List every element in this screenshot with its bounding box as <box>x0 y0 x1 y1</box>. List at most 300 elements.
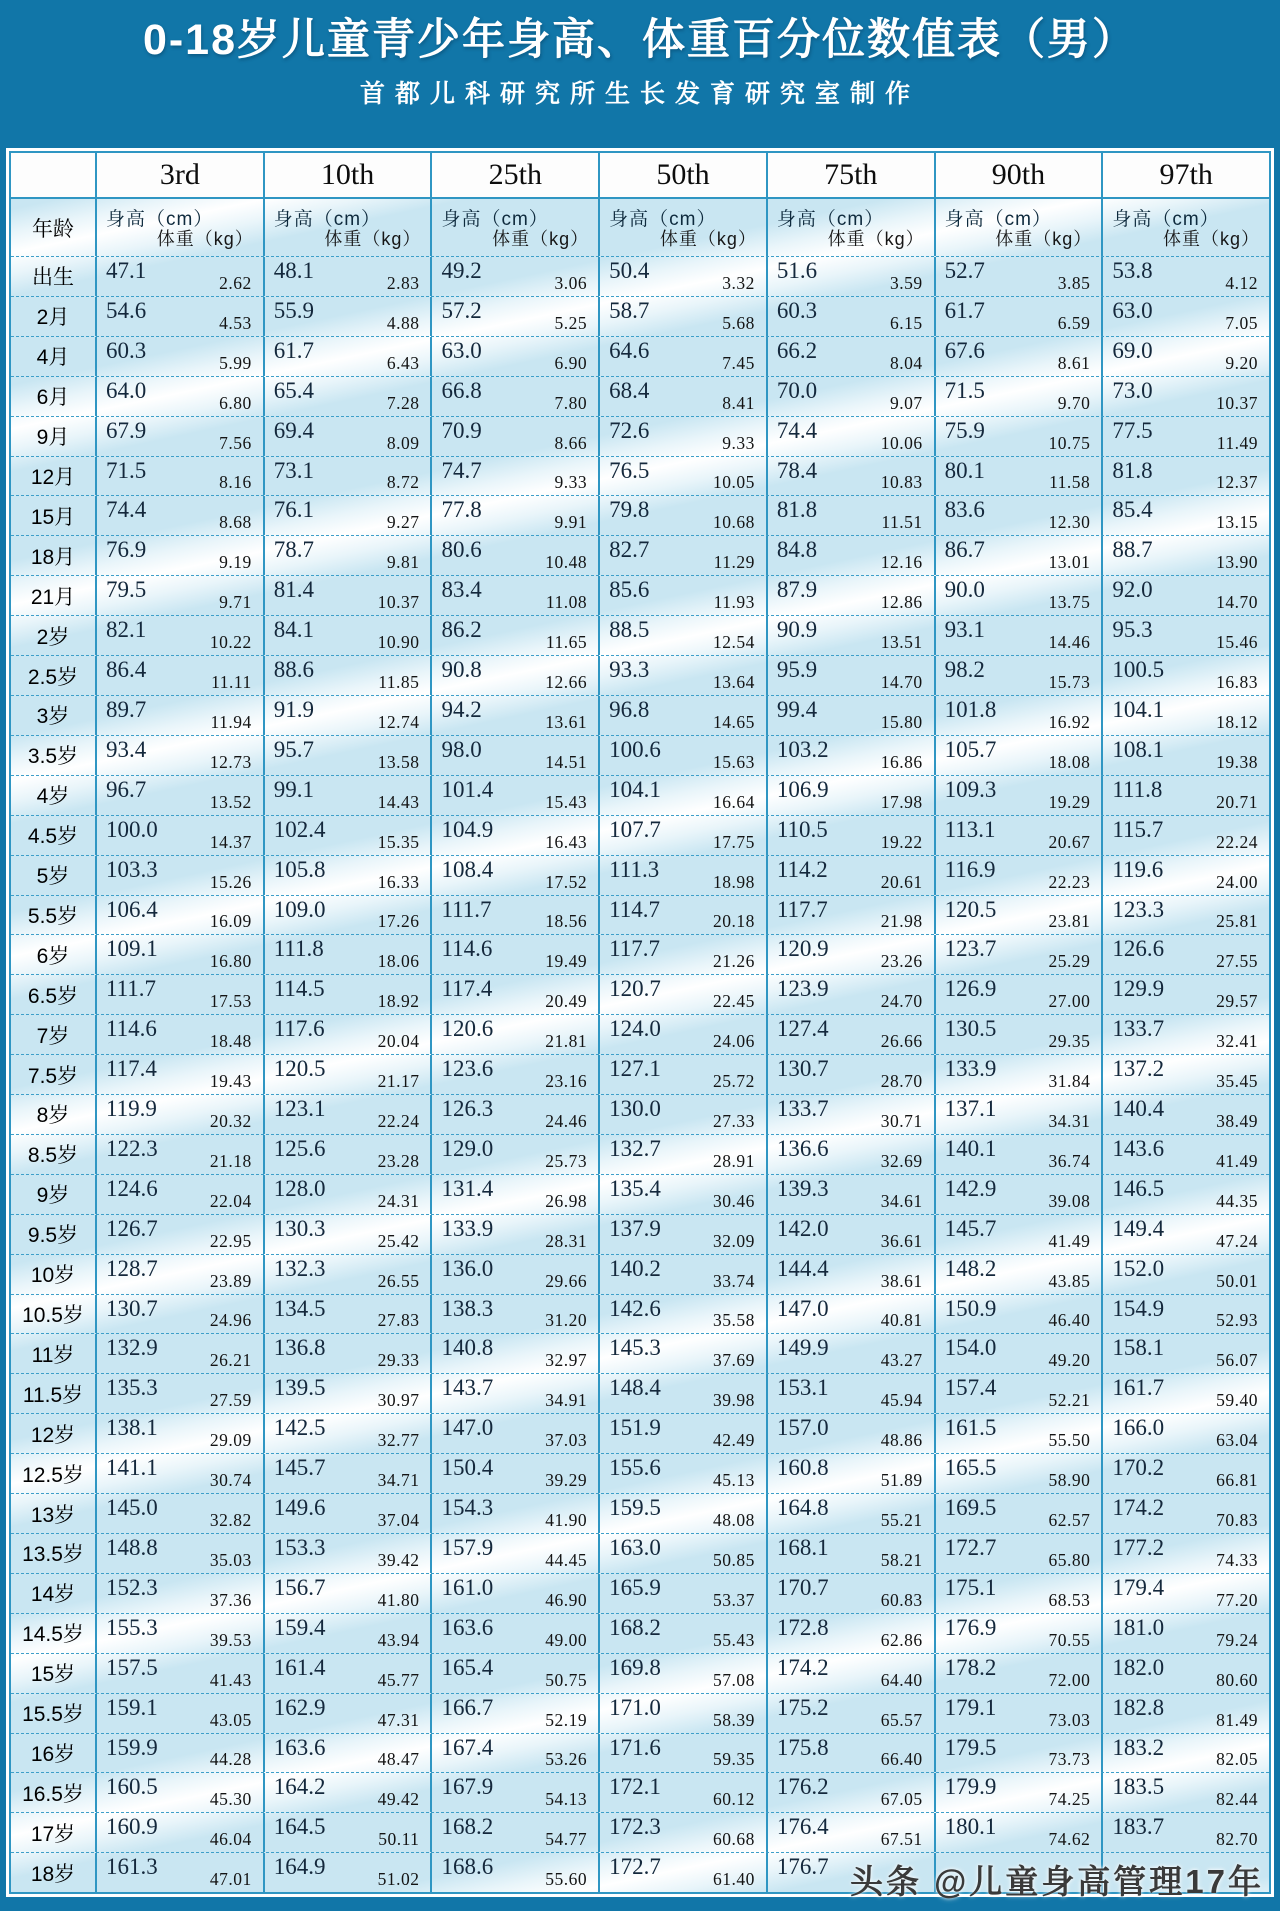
height-weight-cell <box>263 337 431 376</box>
weight-value: 60.83 <box>880 1589 923 1610</box>
weight-unit-label: 体重（kg） <box>492 229 590 249</box>
weight-value: 48.08 <box>713 1510 755 1530</box>
height-value: 131.4 <box>441 1175 494 1201</box>
weight-value: 29.33 <box>377 1350 420 1371</box>
weight-value: 10.75 <box>1048 432 1091 453</box>
height-weight-cell <box>430 896 598 935</box>
height-value: 48.1 <box>273 258 314 283</box>
weight-value: 21.17 <box>377 1071 420 1092</box>
height-weight-cell <box>263 417 431 456</box>
weight-value: 26.66 <box>880 1031 923 1052</box>
height-weight-cell <box>95 1334 263 1373</box>
height-value: 126.9 <box>944 976 997 1002</box>
height-weight-cell <box>1101 1175 1269 1214</box>
weight-value: 45.13 <box>713 1470 755 1491</box>
weight-value: 14.46 <box>1048 632 1091 653</box>
weight-value: 11.58 <box>1049 472 1091 493</box>
weight-value: 34.61 <box>880 1190 923 1211</box>
height-value: 182.0 <box>1112 1654 1165 1680</box>
height-value: 100.6 <box>609 736 661 762</box>
table-row <box>11 775 1269 815</box>
weight-value: 20.71 <box>1216 791 1259 812</box>
weight-value: 52.19 <box>545 1709 588 1730</box>
weight-value: 65.57 <box>880 1709 923 1730</box>
weight-value: 29.57 <box>1216 991 1259 1012</box>
height-weight-cell <box>766 856 934 895</box>
height-weight-cell <box>766 417 934 456</box>
weight-value: 11.11 <box>211 671 252 692</box>
height-value: 154.0 <box>944 1335 997 1361</box>
weight-value: 51.02 <box>377 1869 420 1890</box>
height-value: 130.7 <box>776 1056 829 1082</box>
weight-value: 49.20 <box>1048 1350 1091 1371</box>
weight-value: 23.26 <box>880 951 923 972</box>
age-label: 出生 <box>32 266 74 290</box>
height-weight-cell <box>95 337 263 376</box>
height-value: 61.7 <box>273 337 314 363</box>
table-row <box>11 1054 1269 1094</box>
height-value: 130.3 <box>273 1215 326 1241</box>
height-weight-cell <box>430 975 598 1014</box>
weight-value: 40.81 <box>880 1310 923 1331</box>
table-row <box>11 416 1269 456</box>
height-value: 135.3 <box>106 1375 158 1401</box>
weight-value: 10.68 <box>713 512 755 533</box>
weight-value: 13.51 <box>880 632 923 653</box>
height-weight-cell <box>263 975 431 1014</box>
height-value: 69.4 <box>273 417 314 443</box>
height-weight-cell <box>934 1215 1102 1254</box>
height-value: 140.4 <box>1112 1096 1165 1122</box>
height-weight-cell <box>598 935 766 974</box>
height-value: 76.1 <box>273 497 314 523</box>
height-weight-cell <box>263 816 431 855</box>
height-value: 107.7 <box>609 816 661 842</box>
weight-value: 11.51 <box>881 512 923 533</box>
height-weight-cell <box>430 776 598 815</box>
weight-value: 70.83 <box>1216 1510 1259 1530</box>
weight-value: 12.66 <box>545 671 588 692</box>
height-value: 159.1 <box>106 1694 158 1720</box>
height-weight-cell <box>934 1015 1102 1054</box>
page-subtitle: 首都儿科研究所生长发育研究室制作 <box>359 80 920 109</box>
height-weight-cell <box>766 1095 934 1134</box>
table-row <box>11 495 1269 535</box>
weight-value: 17.75 <box>713 831 755 852</box>
height-weight-cell <box>1101 656 1269 695</box>
height-value: 172.8 <box>776 1614 829 1640</box>
weight-value: 59.40 <box>1216 1390 1259 1411</box>
height-weight-cell <box>934 536 1102 575</box>
height-value: 138.1 <box>106 1415 158 1441</box>
height-weight-cell <box>95 1734 263 1773</box>
height-weight-cell <box>934 1175 1102 1214</box>
height-weight-cell <box>263 1414 431 1453</box>
unit-header-cell <box>263 199 431 256</box>
weight-value: 19.38 <box>1216 751 1259 772</box>
weight-value: 37.36 <box>209 1589 252 1610</box>
weight-value: 14.37 <box>209 831 252 852</box>
height-value: 179.4 <box>1112 1574 1165 1600</box>
height-weight-cell <box>430 1255 598 1294</box>
height-value: 166.0 <box>1112 1415 1165 1441</box>
height-weight-cell <box>1101 1574 1269 1613</box>
weight-value: 39.42 <box>377 1549 420 1570</box>
height-value: 95.7 <box>273 736 314 762</box>
height-weight-cell <box>766 656 934 695</box>
height-weight-cell <box>598 736 766 775</box>
height-value: 171.0 <box>609 1694 661 1720</box>
height-weight-cell <box>95 616 263 655</box>
weight-value: 31.20 <box>545 1310 588 1331</box>
height-weight-cell <box>934 1813 1102 1852</box>
weight-value: 29.66 <box>545 1270 588 1291</box>
weight-value: 11.49 <box>1216 432 1259 453</box>
unit-header-cell <box>598 199 766 256</box>
height-weight-cell <box>766 1175 934 1214</box>
height-weight-cell <box>263 1175 431 1214</box>
weight-value: 39.08 <box>1048 1190 1091 1211</box>
height-value: 123.6 <box>441 1056 494 1082</box>
height-weight-cell <box>598 1694 766 1733</box>
height-value: 183.7 <box>1112 1814 1165 1840</box>
height-weight-cell <box>263 1773 431 1812</box>
weight-value: 17.26 <box>377 911 420 932</box>
weight-value: 6.80 <box>219 392 252 413</box>
height-weight-cell <box>1101 1614 1269 1653</box>
weight-value: 20.04 <box>377 1031 420 1052</box>
height-value: 172.3 <box>609 1814 661 1840</box>
weight-value: 9.70 <box>1057 392 1091 413</box>
height-weight-cell <box>1101 297 1269 336</box>
height-weight-cell <box>95 1574 263 1613</box>
height-weight-cell <box>1101 1773 1269 1812</box>
height-weight-cell <box>263 1295 431 1334</box>
height-weight-cell <box>598 1614 766 1653</box>
weight-value: 3.85 <box>1057 272 1091 293</box>
height-weight-cell <box>766 1454 934 1493</box>
weight-value: 5.99 <box>219 352 252 373</box>
weight-value: 27.59 <box>209 1390 252 1411</box>
weight-value: 8.04 <box>889 352 923 373</box>
height-weight-cell <box>598 1374 766 1413</box>
height-weight-cell <box>430 1654 598 1693</box>
height-weight-cell <box>1101 377 1269 416</box>
height-value: 160.8 <box>776 1455 829 1481</box>
weight-value: 14.70 <box>1216 592 1259 613</box>
height-value: 176.9 <box>944 1614 997 1640</box>
weight-value: 67.05 <box>880 1789 923 1810</box>
height-value: 74.4 <box>106 497 147 523</box>
height-weight-cell <box>766 816 934 855</box>
weight-value: 52.21 <box>1048 1390 1091 1411</box>
weight-value: 13.64 <box>713 671 755 692</box>
weight-value: 60.68 <box>713 1829 755 1850</box>
weight-value: 24.31 <box>377 1190 420 1211</box>
weight-value: 2.62 <box>219 272 252 293</box>
age-label: 11.5岁 <box>22 1383 84 1407</box>
height-weight-cell <box>1101 536 1269 575</box>
weight-value: 41.49 <box>1216 1150 1259 1171</box>
weight-value: 23.89 <box>209 1270 252 1291</box>
height-value: 80.6 <box>441 537 482 563</box>
weight-value: 53.37 <box>713 1589 755 1610</box>
weight-value: 27.55 <box>1216 951 1259 972</box>
height-value: 142.5 <box>273 1415 326 1441</box>
height-value: 168.6 <box>441 1854 494 1880</box>
weight-value: 19.22 <box>880 831 923 852</box>
height-value: 130.7 <box>106 1295 158 1321</box>
table-row <box>11 1493 1269 1533</box>
height-value: 81.8 <box>776 497 818 523</box>
height-value: 117.4 <box>106 1056 157 1082</box>
height-value: 164.5 <box>273 1814 326 1840</box>
weight-value: 10.05 <box>713 472 755 493</box>
height-value: 92.0 <box>1112 577 1153 603</box>
height-value: 128.0 <box>273 1175 326 1201</box>
height-value: 137.9 <box>609 1215 661 1241</box>
weight-value: 48.86 <box>880 1430 923 1451</box>
weight-value: 9.33 <box>554 472 588 493</box>
height-weight-cell <box>934 1574 1102 1613</box>
age-label: 12岁 <box>30 1423 76 1447</box>
percentile-header-90th: 90th <box>934 153 1102 197</box>
height-weight-cell <box>430 576 598 615</box>
height-weight-cell <box>934 1534 1102 1573</box>
height-value: 127.4 <box>776 1016 829 1042</box>
height-value: 75.9 <box>944 417 985 443</box>
weight-value: 10.37 <box>1216 392 1259 413</box>
age-label: 4岁 <box>36 785 70 809</box>
percentile-header-row <box>11 153 1269 197</box>
weight-value: 64.40 <box>880 1669 923 1690</box>
weight-value: 22.95 <box>209 1230 252 1251</box>
height-weight-cell <box>430 377 598 416</box>
height-weight-cell <box>598 856 766 895</box>
height-value: 149.6 <box>273 1495 326 1521</box>
table-row <box>11 1014 1269 1054</box>
height-weight-cell <box>766 297 934 336</box>
weight-value: 58.39 <box>713 1709 755 1730</box>
weight-value: 43.94 <box>377 1629 420 1650</box>
height-weight-cell <box>598 1853 766 1892</box>
height-value: 164.8 <box>776 1495 829 1521</box>
height-value: 94.2 <box>441 696 482 722</box>
weight-value: 12.73 <box>209 751 252 772</box>
age-label: 13.5岁 <box>22 1543 84 1567</box>
height-value: 114.6 <box>106 1016 157 1042</box>
height-weight-cell <box>430 1215 598 1254</box>
height-weight-cell <box>1101 1334 1269 1373</box>
height-weight-cell <box>1101 337 1269 376</box>
height-value: 50.4 <box>609 258 650 283</box>
weight-value: 55.60 <box>545 1869 588 1890</box>
age-label: 9.5岁 <box>27 1224 79 1248</box>
height-value: 85.4 <box>1112 497 1153 523</box>
height-value: 115.7 <box>1112 816 1164 842</box>
height-weight-cell <box>263 1494 431 1533</box>
weight-unit-label: 体重（kg） <box>156 229 254 249</box>
table-row <box>11 1613 1269 1653</box>
weight-value: 54.77 <box>545 1829 588 1850</box>
height-value: 148.8 <box>106 1535 158 1560</box>
height-value: 169.8 <box>609 1654 661 1680</box>
weight-value: 12.16 <box>880 552 923 573</box>
table-row <box>11 655 1269 695</box>
height-value: 126.3 <box>441 1096 494 1122</box>
height-weight-cell <box>766 975 934 1014</box>
height-value: 67.6 <box>944 337 985 363</box>
height-weight-cell <box>1101 1295 1269 1334</box>
height-weight-cell <box>1101 417 1269 456</box>
weight-value: 44.28 <box>209 1749 252 1770</box>
height-value: 167.9 <box>441 1774 494 1800</box>
weight-value: 39.29 <box>545 1470 588 1491</box>
height-weight-cell <box>1101 975 1269 1014</box>
height-weight-cell <box>598 337 766 376</box>
height-weight-cell <box>95 536 263 575</box>
height-value: 126.6 <box>1112 936 1165 962</box>
height-value: 86.2 <box>441 617 482 643</box>
height-weight-cell <box>95 736 263 775</box>
height-weight-cell <box>598 377 766 416</box>
height-value: 101.8 <box>944 696 997 722</box>
height-value: 165.9 <box>609 1574 661 1600</box>
height-value: 82.7 <box>609 537 650 563</box>
height-value: 79.5 <box>106 577 147 603</box>
weight-value: 12.86 <box>880 592 923 613</box>
height-value: 125.6 <box>273 1135 326 1161</box>
weight-value: 18.08 <box>1048 751 1091 772</box>
weight-value: 53.26 <box>545 1749 588 1770</box>
table-row <box>11 934 1269 974</box>
height-weight-cell <box>95 776 263 815</box>
unit-header-cell <box>1101 199 1269 256</box>
height-value: 127.1 <box>609 1056 661 1082</box>
height-weight-cell <box>1101 616 1269 655</box>
height-weight-cell <box>263 257 431 296</box>
height-value: 71.5 <box>944 377 985 403</box>
height-value: 152.0 <box>1112 1255 1165 1281</box>
height-weight-cell <box>430 736 598 775</box>
weight-value: 55.43 <box>713 1629 755 1650</box>
age-label: 15月 <box>30 505 76 529</box>
height-weight-cell <box>766 576 934 615</box>
height-value: 108.1 <box>1112 736 1165 762</box>
age-label: 9岁 <box>36 1184 70 1208</box>
height-weight-cell <box>766 1494 934 1533</box>
table-row <box>11 1693 1269 1733</box>
weight-value: 13.90 <box>1216 552 1259 573</box>
weight-value: 58.21 <box>880 1549 923 1570</box>
weight-unit-label: 体重（kg） <box>827 229 925 249</box>
weight-value: 74.62 <box>1048 1829 1091 1850</box>
height-value: 145.3 <box>609 1335 661 1361</box>
height-value: 123.3 <box>1112 896 1165 922</box>
table-row <box>11 1413 1269 1453</box>
height-value: 87.9 <box>776 577 818 603</box>
height-weight-cell <box>263 1734 431 1773</box>
weight-value: 27.00 <box>1048 991 1091 1012</box>
age-label: 18岁 <box>30 1862 76 1886</box>
height-weight-cell <box>934 656 1102 695</box>
table-row <box>11 456 1269 496</box>
age-label: 7.5岁 <box>27 1064 79 1088</box>
height-weight-cell <box>598 696 766 735</box>
weight-value: 9.33 <box>722 432 755 453</box>
height-value: 114.7 <box>609 896 661 922</box>
height-value: 61.7 <box>944 297 985 323</box>
height-weight-cell <box>598 656 766 695</box>
weight-value: 4.53 <box>219 312 252 333</box>
height-weight-cell <box>263 1095 431 1134</box>
height-value: 150.9 <box>944 1295 997 1321</box>
height-unit-label: 身高（cm） <box>776 209 885 230</box>
weight-value: 10.90 <box>377 632 420 653</box>
height-weight-cell <box>598 1255 766 1294</box>
weight-value: 8.66 <box>554 432 588 453</box>
weight-value: 11.93 <box>713 592 755 613</box>
height-value: 86.4 <box>106 657 147 683</box>
weight-value: 20.32 <box>209 1110 252 1131</box>
age-label: 3岁 <box>36 705 70 729</box>
weight-unit-label: 体重（kg） <box>659 229 757 249</box>
weight-value: 35.45 <box>1216 1071 1259 1092</box>
age-label: 9月 <box>36 426 70 450</box>
height-weight-cell <box>766 1654 934 1693</box>
table-row <box>11 575 1269 615</box>
weight-value: 9.20 <box>1225 352 1259 373</box>
height-weight-cell <box>95 856 263 895</box>
height-weight-cell <box>934 1694 1102 1733</box>
height-weight-cell <box>598 496 766 535</box>
height-value: 120.9 <box>776 936 829 962</box>
height-value: 181.0 <box>1112 1614 1165 1640</box>
weight-value: 20.18 <box>713 911 755 932</box>
height-value: 93.3 <box>609 657 650 683</box>
height-value: 140.8 <box>441 1335 494 1361</box>
height-value: 140.2 <box>609 1255 661 1281</box>
percentile-header-3rd: 3rd <box>95 153 263 197</box>
height-value: 80.1 <box>944 457 985 483</box>
height-weight-cell <box>1101 1694 1269 1733</box>
weight-value: 8.61 <box>1057 352 1091 373</box>
height-weight-cell <box>1101 1654 1269 1693</box>
weight-value: 82.70 <box>1216 1829 1259 1850</box>
age-label: 8岁 <box>36 1104 70 1128</box>
height-value: 179.9 <box>944 1774 997 1800</box>
height-weight-cell <box>934 1773 1102 1812</box>
height-value: 66.2 <box>776 337 818 363</box>
weight-value: 28.91 <box>713 1150 755 1171</box>
height-weight-cell <box>263 377 431 416</box>
height-weight-cell <box>430 297 598 336</box>
weight-value: 49.00 <box>545 1629 588 1650</box>
height-weight-cell <box>95 457 263 496</box>
weight-value: 24.96 <box>209 1310 252 1331</box>
height-weight-cell <box>1101 1015 1269 1054</box>
table-row <box>11 1333 1269 1373</box>
height-value: 100.0 <box>106 816 158 842</box>
weight-value: 3.06 <box>554 272 588 293</box>
height-weight-cell <box>263 576 431 615</box>
height-value: 133.7 <box>776 1096 829 1122</box>
height-weight-cell <box>430 496 598 535</box>
table-row <box>11 1573 1269 1613</box>
weight-value: 25.81 <box>1216 911 1259 932</box>
height-weight-cell <box>95 1175 263 1214</box>
height-value: 133.9 <box>441 1215 494 1241</box>
